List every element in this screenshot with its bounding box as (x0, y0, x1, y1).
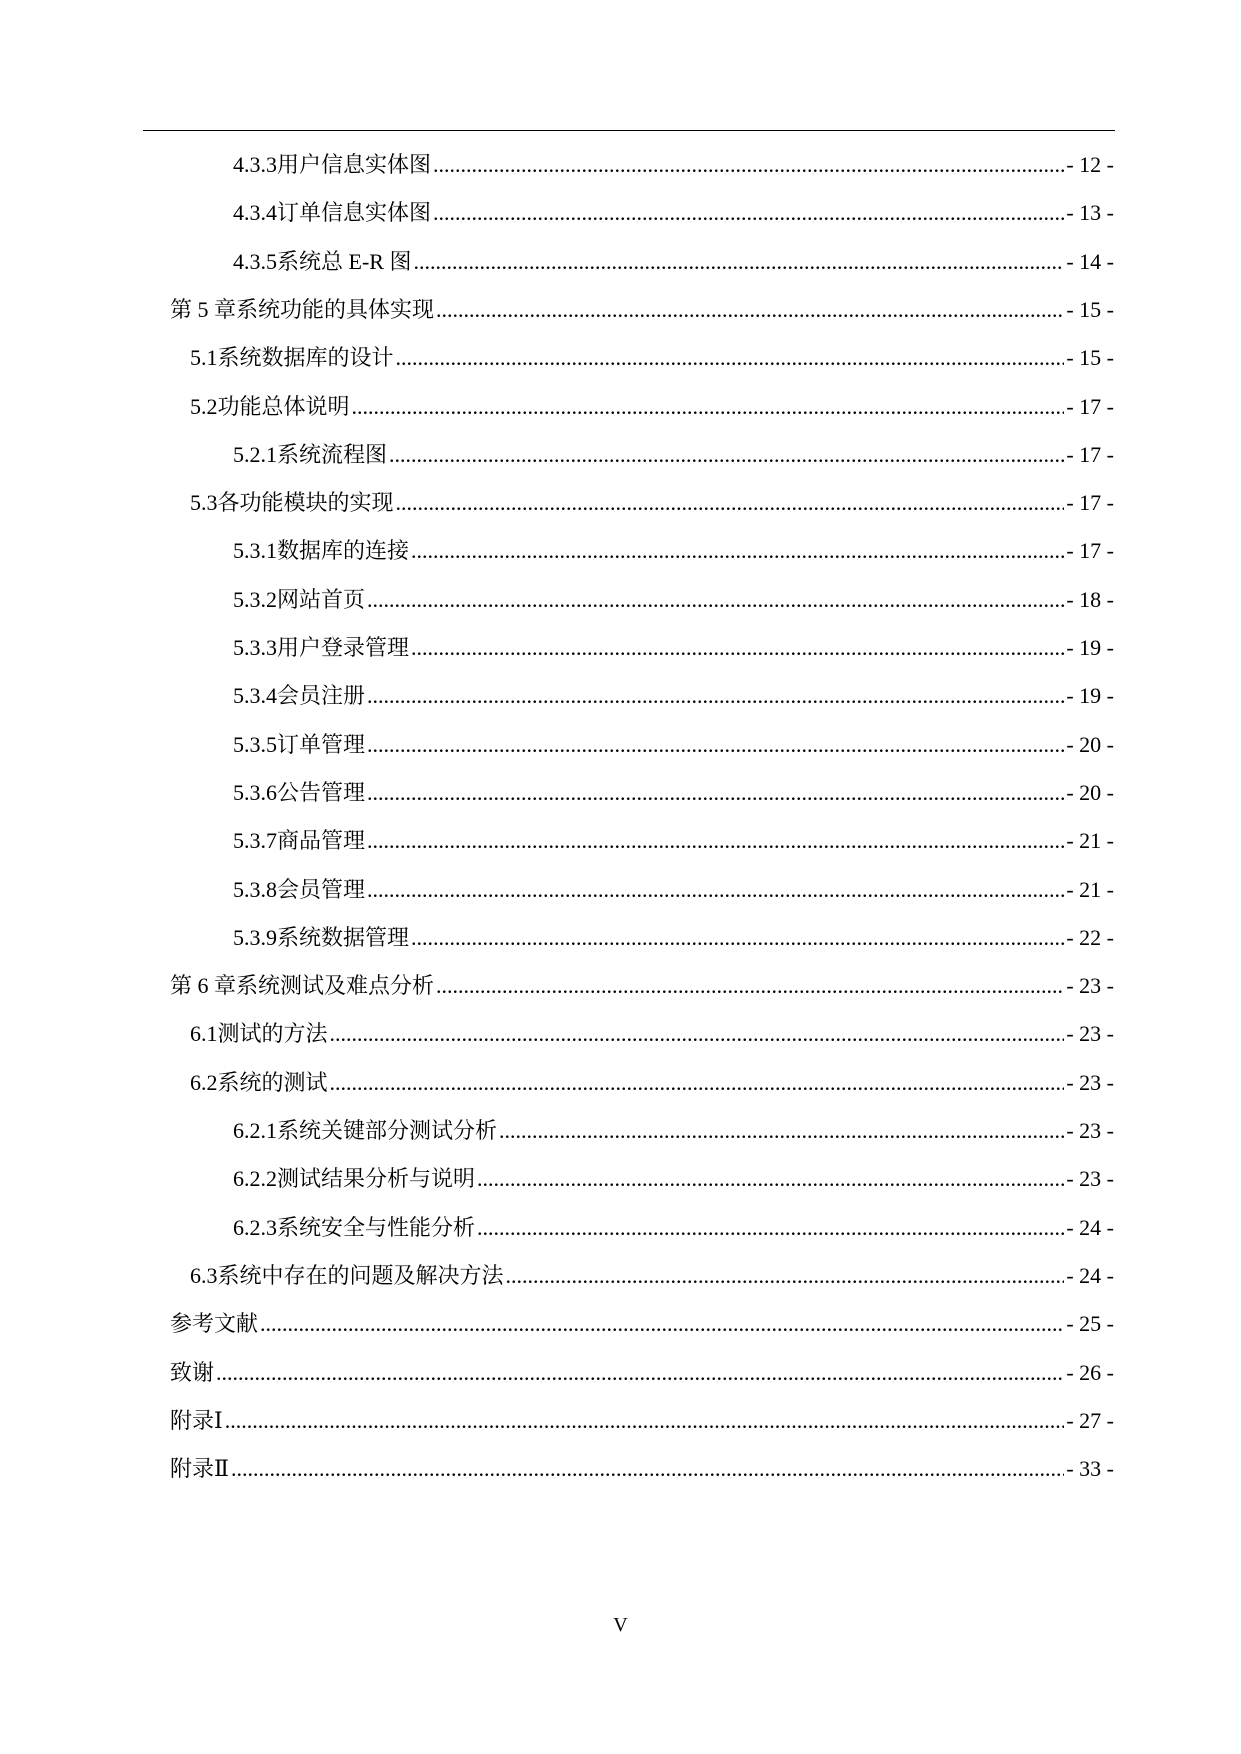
toc-entry-page: - 25 - (1066, 1311, 1114, 1337)
toc-entry[interactable] (190, 1066, 1114, 1100)
toc-entry-title: 订单管理 (277, 731, 366, 757)
toc-entry[interactable] (170, 969, 1114, 1003)
toc-dot-leader (396, 486, 1065, 520)
toc-entry-number: 5.3.6 (233, 779, 277, 805)
toc-dot-leader (216, 1356, 1064, 1390)
toc-entry-page: - 20 - (1066, 731, 1114, 757)
toc-dot-leader (477, 1211, 1064, 1245)
toc-dot-leader (231, 1452, 1064, 1486)
toc-entry[interactable] (190, 390, 1114, 424)
toc-dot-leader (330, 1017, 1065, 1051)
toc-entry[interactable] (233, 534, 1114, 568)
toc-entry[interactable] (190, 1017, 1114, 1051)
toc-entry-title: 系统测试及难点分析 (236, 973, 435, 999)
toc-entry[interactable] (170, 1307, 1114, 1341)
toc-entry-title: 系统流程图 (277, 441, 388, 467)
toc-entry-title: 会员管理 (277, 876, 366, 902)
toc-entry-page: - 19 - (1066, 635, 1114, 660)
toc-entry-number: 4.3.5 (233, 248, 277, 274)
toc-entry[interactable] (233, 196, 1114, 230)
page-number: V (613, 1614, 628, 1636)
toc-entry-page: - 20 - (1066, 779, 1114, 805)
toc-entry-title: 致谢 (170, 1359, 215, 1385)
toc-entry-page: - 18 - (1066, 586, 1114, 612)
toc-dot-leader (225, 1404, 1065, 1438)
toc-entry-page: - 19 - (1066, 683, 1114, 709)
toc-entry-title: 参考文献 (170, 1311, 259, 1337)
toc-entry[interactable] (233, 245, 1114, 279)
toc-dot-leader (436, 293, 1064, 327)
toc-entry-page: - 26 - (1066, 1359, 1114, 1385)
toc-dot-leader (367, 776, 1064, 810)
toc-entry-page: - 33 - (1066, 1456, 1114, 1482)
toc-dot-leader (413, 245, 1064, 279)
toc-entry[interactable] (233, 438, 1114, 472)
toc-entry-title: 数据库的连接 (277, 538, 410, 564)
toc-entry-page: - 24 - (1066, 1262, 1114, 1288)
toc-entry-number: 5.3.7 (233, 828, 277, 854)
toc-entry[interactable] (233, 583, 1114, 617)
toc-entry-title: 系统中存在的问题及解决方法 (217, 1262, 504, 1288)
toc-dot-leader (411, 921, 1064, 955)
toc-entry[interactable] (233, 679, 1114, 713)
toc-dot-leader (389, 438, 1064, 472)
toc-entry-page: - 23 - (1066, 973, 1114, 999)
toc-entry-title: 测试结果分析与说明 (277, 1166, 476, 1192)
toc-entry[interactable] (170, 293, 1114, 327)
toc-dot-leader (411, 534, 1064, 568)
toc-entry-number: 6.2.1 (233, 1118, 277, 1143)
toc-entry[interactable] (190, 341, 1114, 375)
toc-entry-number: 4.3.4 (233, 200, 277, 226)
toc-entry[interactable] (170, 1404, 1114, 1438)
toc-dot-leader (396, 341, 1065, 375)
toc-entry[interactable] (170, 1452, 1114, 1486)
toc-entry[interactable] (233, 1114, 1114, 1148)
toc-entry-number: 4.3.3 (233, 152, 277, 177)
toc-entry-title: 功能总体说明 (217, 393, 350, 419)
toc-entry-title: 订单信息实体图 (277, 200, 432, 226)
toc-entry-title: 系统总 E-R 图 (277, 248, 412, 274)
toc-entry-number: 5.2 (190, 393, 218, 419)
toc-entry-number: 5.3.3 (233, 635, 277, 660)
toc-entry-page: - 12 - (1066, 152, 1114, 177)
toc-entry[interactable] (190, 486, 1114, 520)
toc-entry[interactable] (233, 728, 1114, 762)
toc-entry-number: 第 6 章 (170, 973, 237, 999)
toc-entry[interactable] (233, 148, 1114, 182)
toc-entry-number: 6.1 (190, 1021, 218, 1047)
toc-entry[interactable] (233, 776, 1114, 810)
toc-entry-page: - 21 - (1066, 828, 1114, 854)
toc-dot-leader (433, 148, 1064, 182)
toc-entry[interactable] (233, 824, 1114, 858)
toc-entry-title: 系统数据库的设计 (217, 345, 394, 371)
toc-entry-number: 5.3.2 (233, 586, 277, 612)
toc-entry-page: - 15 - (1066, 296, 1114, 322)
toc-dot-leader (367, 583, 1064, 617)
toc-entry-title: 附录Ⅱ (170, 1456, 229, 1482)
toc-entry-title: 系统数据管理 (277, 924, 410, 950)
toc-entry-number: 6.2.2 (233, 1166, 277, 1192)
toc-entry[interactable] (233, 921, 1114, 955)
toc-entry-number: 5.3 (190, 490, 218, 516)
toc-entry-page: - 23 - (1066, 1069, 1114, 1095)
toc-entry[interactable] (233, 1162, 1114, 1196)
toc-dot-leader (330, 1066, 1065, 1100)
toc-entry-title: 系统安全与性能分析 (277, 1214, 476, 1240)
toc-entry-title: 系统的测试 (217, 1069, 328, 1095)
toc-dot-leader (477, 1162, 1064, 1196)
toc-dot-leader (367, 728, 1064, 762)
toc-entry-title: 系统功能的具体实现 (236, 296, 435, 322)
toc-entry-page: - 13 - (1066, 200, 1114, 226)
toc-dot-leader (367, 873, 1064, 907)
toc-entry-number: 6.2 (190, 1069, 218, 1095)
toc-entry-title: 用户信息实体图 (277, 152, 432, 177)
toc-entry-title: 附录Ⅰ (170, 1407, 223, 1433)
toc-entry-page: - 23 - (1066, 1166, 1114, 1192)
toc-entry-page: - 24 - (1066, 1214, 1114, 1240)
toc-entry-number: 5.3.1 (233, 538, 277, 564)
toc-entry-number: 第 5 章 (170, 296, 237, 322)
toc-entry[interactable] (233, 631, 1114, 665)
toc-entry[interactable] (170, 1356, 1114, 1390)
toc-entry-page: - 17 - (1066, 393, 1114, 419)
toc-dot-leader (506, 1259, 1065, 1293)
toc-entry-number: 5.1 (190, 345, 218, 371)
toc-entry-number: 5.3.4 (233, 683, 277, 709)
toc-entry-title: 各功能模块的实现 (217, 490, 394, 516)
toc-entry-number: 6.2.3 (233, 1214, 277, 1240)
toc-entry-page: - 17 - (1066, 441, 1114, 467)
toc-entry-page: - 14 - (1066, 248, 1114, 274)
toc-entry[interactable] (233, 1211, 1114, 1245)
toc-entry-page: - 15 - (1066, 345, 1114, 371)
toc-dot-leader (367, 824, 1064, 858)
toc-dot-leader (411, 631, 1064, 665)
toc-dot-leader (436, 969, 1064, 1003)
toc-dot-leader (367, 679, 1064, 713)
toc-entry-page: - 27 - (1066, 1407, 1114, 1433)
toc-dot-leader (352, 390, 1065, 424)
toc-entry-page: - 23 - (1066, 1021, 1114, 1047)
toc-entry-title: 网站首页 (277, 586, 366, 612)
toc-entry-title: 系统关键部分测试分析 (277, 1118, 498, 1143)
toc-entry-title: 公告管理 (277, 779, 366, 805)
toc-entry-title: 商品管理 (277, 828, 366, 854)
toc-entry-page: - 17 - (1066, 490, 1114, 516)
toc-entry-page: - 17 - (1066, 538, 1114, 564)
toc-entry-title: 用户登录管理 (277, 635, 410, 660)
toc-entry-page: - 21 - (1066, 876, 1114, 902)
toc-dot-leader (499, 1114, 1064, 1148)
toc-entry-number: 5.2.1 (233, 441, 277, 467)
toc-entry-title: 会员注册 (277, 683, 366, 709)
toc-entry-number: 6.3 (190, 1262, 218, 1288)
toc-dot-leader (260, 1307, 1064, 1341)
toc-entry-page: - 22 - (1066, 924, 1114, 950)
toc-entry-number: 5.3.8 (233, 876, 277, 902)
toc-entry[interactable] (233, 873, 1114, 907)
toc-entry-page: - 23 - (1066, 1118, 1114, 1143)
toc-entry[interactable] (190, 1259, 1114, 1293)
toc-entry-title: 测试的方法 (217, 1021, 328, 1047)
toc-dot-leader (433, 196, 1064, 230)
toc-entry-number: 5.3.9 (233, 924, 277, 950)
toc-entry-number: 5.3.5 (233, 731, 277, 757)
